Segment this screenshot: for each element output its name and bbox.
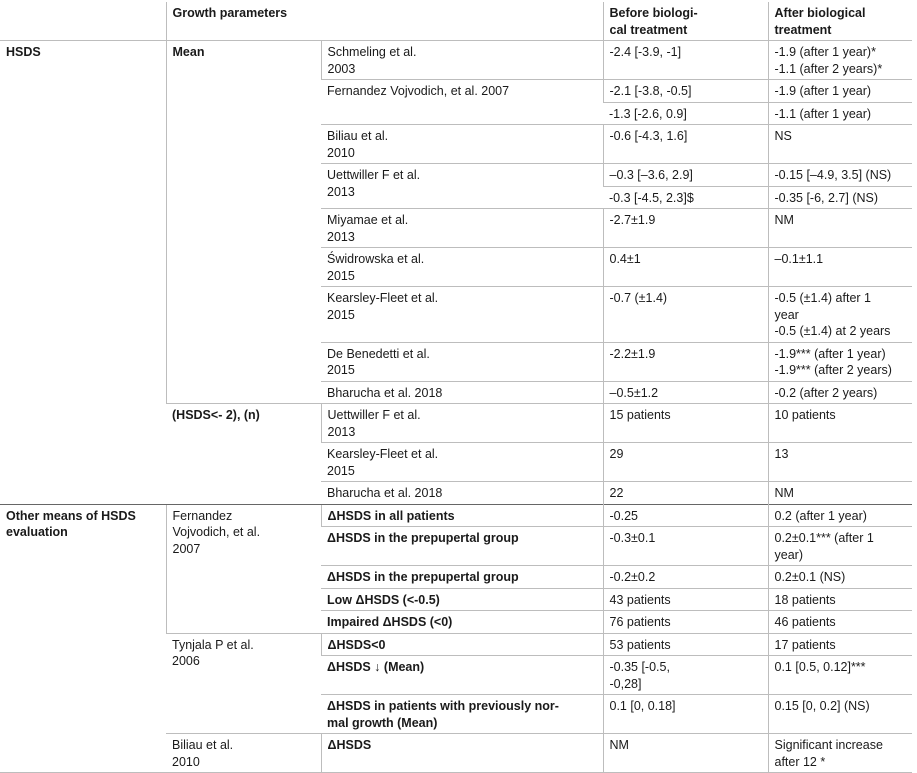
study-cell: Biliau et al. 2010: [166, 734, 321, 773]
after-cell: 13: [768, 443, 912, 482]
section-label-other-means: Other means of HSDS evaluation: [0, 504, 166, 773]
before-cell: 22: [603, 482, 768, 505]
before-cell: -2.7±1.9: [603, 209, 768, 248]
after-cell: 17 patients: [768, 633, 912, 656]
header-empty-cell: [0, 2, 166, 41]
before-cell: -0.2±0.2: [603, 566, 768, 589]
study-cell: Miyamae et al. 2013: [321, 209, 603, 248]
param-cell: ΔHSDS in all patients: [321, 504, 603, 527]
after-cell: 18 patients: [768, 588, 912, 611]
param-cell: ΔHSDS in patients with previously nor- mal growth (Mean): [321, 695, 603, 734]
study-cell: Uettwiller F et al. 2013: [321, 164, 603, 209]
after-cell: -0.2 (after 2 years): [768, 381, 912, 404]
param-cell: ΔHSDS in the prepupertal group: [321, 566, 603, 589]
after-cell: NM: [768, 209, 912, 248]
before-cell: -0.35 [-0.5, -0,28]: [603, 656, 768, 695]
before-cell: -0.3 [-4.5, 2.3]$: [603, 186, 768, 209]
after-cell: 0.2 (after 1 year): [768, 504, 912, 527]
after-cell: 10 patients: [768, 404, 912, 443]
study-cell: Fernandez Vojvodich, et al. 2007: [321, 80, 603, 125]
after-cell: NM: [768, 482, 912, 505]
section-label-hsds: HSDS: [0, 41, 166, 505]
before-cell: 15 patients: [603, 404, 768, 443]
after-cell: –0.1±1.1: [768, 248, 912, 287]
before-cell: -2.1 [-3.8, -0.5]: [603, 80, 768, 103]
before-cell: 76 patients: [603, 611, 768, 634]
after-cell: -0.35 [-6, 2.7] (NS): [768, 186, 912, 209]
before-cell: NM: [603, 734, 768, 773]
after-cell: -1.9 (after 1 year)* -1.1 (after 2 years)*: [768, 41, 912, 80]
before-cell: -0.7 (±1.4): [603, 287, 768, 343]
after-cell: -1.9*** (after 1 year) -1.9*** (after 2 years): [768, 342, 912, 381]
param-cell: ΔHSDS in the prepupertal group: [321, 527, 603, 566]
subsection-label-count: (HSDS<- 2), (n): [166, 404, 321, 505]
table-row: [0, 504, 912, 527]
study-cell: Fernandez Vojvodich, et al. 2007: [166, 504, 321, 633]
param-cell: ΔHSDS ↓ (Mean): [321, 656, 603, 695]
study-cell: Schmeling et al. 2003: [321, 41, 603, 80]
before-cell: -0.3±0.1: [603, 527, 768, 566]
growth-parameters-table: [0, 2, 912, 773]
study-cell: Bharucha et al. 2018: [321, 482, 603, 505]
study-cell: Kearsley-Fleet et al. 2015: [321, 443, 603, 482]
before-cell: –0.5±1.2: [603, 381, 768, 404]
after-cell: -1.9 (after 1 year): [768, 80, 912, 103]
header-before-treatment: Before biologi- cal treatment: [603, 2, 768, 41]
before-cell: -2.2±1.9: [603, 342, 768, 381]
after-cell: 0.2±0.1*** (after 1 year): [768, 527, 912, 566]
param-cell: ΔHSDS<0: [321, 633, 603, 656]
after-cell: 0.15 [0, 0.2] (NS): [768, 695, 912, 734]
before-cell: 0.4±1: [603, 248, 768, 287]
after-cell: 0.2±0.1 (NS): [768, 566, 912, 589]
subsection-label-mean: Mean: [166, 41, 321, 404]
study-cell: Kearsley-Fleet et al. 2015: [321, 287, 603, 343]
before-cell: -0.6 [-4.3, 1.6]: [603, 125, 768, 164]
study-cell: Świdrowska et al. 2015: [321, 248, 603, 287]
study-cell: De Benedetti et al. 2015: [321, 342, 603, 381]
before-cell: 29: [603, 443, 768, 482]
param-cell: Low ΔHSDS (<-0.5): [321, 588, 603, 611]
after-cell: 0.1 [0.5, 0.12]***: [768, 656, 912, 695]
after-cell: -0.15 [–4.9, 3.5] (NS): [768, 164, 912, 187]
table-row: [0, 41, 912, 80]
after-cell: NS: [768, 125, 912, 164]
after-cell: -0.5 (±1.4) after 1 year -0.5 (±1.4) at 2 years: [768, 287, 912, 343]
before-cell: 43 patients: [603, 588, 768, 611]
study-cell: Tynjala P et al. 2006: [166, 633, 321, 734]
before-cell: -1.3 [-2.6, 0.9]: [603, 102, 768, 125]
param-cell: Impaired ΔHSDS (<0): [321, 611, 603, 634]
before-cell: -2.4 [-3.9, -1]: [603, 41, 768, 80]
study-cell: Bharucha et al. 2018: [321, 381, 603, 404]
after-cell: Significant increase after 12 *: [768, 734, 912, 773]
param-cell: ΔHSDS: [321, 734, 603, 773]
after-cell: -1.1 (after 1 year): [768, 102, 912, 125]
after-cell: 46 patients: [768, 611, 912, 634]
study-cell: Biliau et al. 2010: [321, 125, 603, 164]
header-growth-parameters: Growth parameters: [166, 2, 603, 41]
study-cell: Uettwiller F et al. 2013: [321, 404, 603, 443]
before-cell: 53 patients: [603, 633, 768, 656]
before-cell: –0.3 [–3.6, 2.9]: [603, 164, 768, 187]
before-cell: 0.1 [0, 0.18]: [603, 695, 768, 734]
header-after-treatment: After biological treatment: [768, 2, 912, 41]
before-cell: -0.25: [603, 504, 768, 527]
header-row: [0, 2, 912, 41]
